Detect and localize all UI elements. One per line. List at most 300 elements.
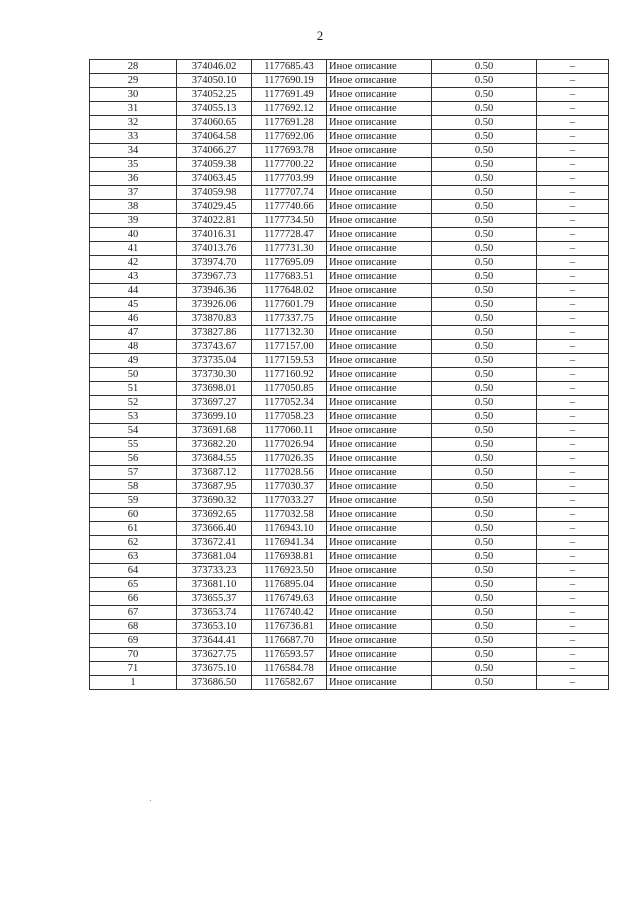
extra-cell: – xyxy=(537,424,609,438)
table-row xyxy=(90,186,609,200)
table-row xyxy=(90,312,609,326)
table-row xyxy=(90,88,609,102)
description-cell: Иное описание xyxy=(327,312,432,326)
extra-cell: – xyxy=(537,270,609,284)
x-coordinate-cell: 374055.13 xyxy=(177,102,252,116)
description-cell: Иное описание xyxy=(327,452,432,466)
table-row xyxy=(90,634,609,648)
y-coordinate-cell: 1177028.56 xyxy=(252,466,327,480)
x-coordinate-cell: 373666.40 xyxy=(177,522,252,536)
extra-cell: – xyxy=(537,452,609,466)
accuracy-cell: 0.50 xyxy=(432,158,537,172)
accuracy-cell: 0.50 xyxy=(432,200,537,214)
extra-cell: – xyxy=(537,410,609,424)
table-row xyxy=(90,242,609,256)
table-row xyxy=(90,494,609,508)
table-row xyxy=(90,60,609,74)
x-coordinate-cell: 374013.76 xyxy=(177,242,252,256)
point-number-cell: 30 xyxy=(90,88,177,102)
table-row xyxy=(90,578,609,592)
point-number-cell: 33 xyxy=(90,130,177,144)
extra-cell: – xyxy=(537,662,609,676)
accuracy-cell: 0.50 xyxy=(432,634,537,648)
accuracy-cell: 0.50 xyxy=(432,116,537,130)
description-cell: Иное описание xyxy=(327,494,432,508)
x-coordinate-cell: 374022.81 xyxy=(177,214,252,228)
x-coordinate-cell: 373653.74 xyxy=(177,606,252,620)
extra-cell: – xyxy=(537,312,609,326)
x-coordinate-cell: 374052.25 xyxy=(177,88,252,102)
accuracy-cell: 0.50 xyxy=(432,172,537,186)
y-coordinate-cell: 1177693.78 xyxy=(252,144,327,158)
point-number-cell: 28 xyxy=(90,60,177,74)
point-number-cell: 34 xyxy=(90,144,177,158)
accuracy-cell: 0.50 xyxy=(432,186,537,200)
x-coordinate-cell: 374066.27 xyxy=(177,144,252,158)
extra-cell: – xyxy=(537,382,609,396)
x-coordinate-cell: 373733.23 xyxy=(177,564,252,578)
x-coordinate-cell: 373684.55 xyxy=(177,452,252,466)
description-cell: Иное описание xyxy=(327,340,432,354)
point-number-cell: 29 xyxy=(90,74,177,88)
table-row xyxy=(90,438,609,452)
table-row xyxy=(90,256,609,270)
x-coordinate-cell: 374064.58 xyxy=(177,130,252,144)
x-coordinate-cell: 374029.45 xyxy=(177,200,252,214)
y-coordinate-cell: 1177691.49 xyxy=(252,88,327,102)
extra-cell: – xyxy=(537,396,609,410)
point-number-cell: 68 xyxy=(90,620,177,634)
point-number-cell: 38 xyxy=(90,200,177,214)
point-number-cell: 41 xyxy=(90,242,177,256)
extra-cell: – xyxy=(537,228,609,242)
point-number-cell: 56 xyxy=(90,452,177,466)
accuracy-cell: 0.50 xyxy=(432,438,537,452)
accuracy-cell: 0.50 xyxy=(432,256,537,270)
y-coordinate-cell: 1177728.47 xyxy=(252,228,327,242)
accuracy-cell: 0.50 xyxy=(432,564,537,578)
table-row xyxy=(90,284,609,298)
description-cell: Иное описание xyxy=(327,214,432,228)
point-number-cell: 52 xyxy=(90,396,177,410)
extra-cell: – xyxy=(537,480,609,494)
table-row xyxy=(90,270,609,284)
point-number-cell: 57 xyxy=(90,466,177,480)
table-row xyxy=(90,102,609,116)
accuracy-cell: 0.50 xyxy=(432,298,537,312)
extra-cell: – xyxy=(537,466,609,480)
y-coordinate-cell: 1177707.74 xyxy=(252,186,327,200)
accuracy-cell: 0.50 xyxy=(432,480,537,494)
table-row xyxy=(90,172,609,186)
y-coordinate-cell: 1177731.30 xyxy=(252,242,327,256)
table-row xyxy=(90,620,609,634)
extra-cell: – xyxy=(537,606,609,620)
accuracy-cell: 0.50 xyxy=(432,284,537,298)
accuracy-cell: 0.50 xyxy=(432,578,537,592)
table-row xyxy=(90,368,609,382)
description-cell: Иное описание xyxy=(327,368,432,382)
description-cell: Иное описание xyxy=(327,284,432,298)
y-coordinate-cell: 1177132.30 xyxy=(252,326,327,340)
table-row xyxy=(90,340,609,354)
x-coordinate-cell: 373686.50 xyxy=(177,676,252,690)
y-coordinate-cell: 1176687.70 xyxy=(252,634,327,648)
x-coordinate-cell: 373644.41 xyxy=(177,634,252,648)
point-number-cell: 47 xyxy=(90,326,177,340)
accuracy-cell: 0.50 xyxy=(432,676,537,690)
x-coordinate-cell: 373827.86 xyxy=(177,326,252,340)
y-coordinate-cell: 1177157.00 xyxy=(252,340,327,354)
x-coordinate-cell: 373926.06 xyxy=(177,298,252,312)
scan-speck xyxy=(150,800,151,801)
table-row xyxy=(90,676,609,690)
x-coordinate-cell: 374050.10 xyxy=(177,74,252,88)
accuracy-cell: 0.50 xyxy=(432,242,537,256)
table-row xyxy=(90,298,609,312)
description-cell: Иное описание xyxy=(327,102,432,116)
extra-cell: – xyxy=(537,634,609,648)
accuracy-cell: 0.50 xyxy=(432,340,537,354)
point-number-cell: 39 xyxy=(90,214,177,228)
description-cell: Иное описание xyxy=(327,676,432,690)
y-coordinate-cell: 1177695.09 xyxy=(252,256,327,270)
point-number-cell: 49 xyxy=(90,354,177,368)
description-cell: Иное описание xyxy=(327,592,432,606)
table-row xyxy=(90,410,609,424)
point-number-cell: 42 xyxy=(90,256,177,270)
table-row xyxy=(90,606,609,620)
point-number-cell: 53 xyxy=(90,410,177,424)
table-row xyxy=(90,592,609,606)
accuracy-cell: 0.50 xyxy=(432,662,537,676)
description-cell: Иное описание xyxy=(327,326,432,340)
x-coordinate-cell: 373653.10 xyxy=(177,620,252,634)
table-row xyxy=(90,662,609,676)
extra-cell: – xyxy=(537,200,609,214)
accuracy-cell: 0.50 xyxy=(432,466,537,480)
description-cell: Иное описание xyxy=(327,438,432,452)
y-coordinate-cell: 1177160.92 xyxy=(252,368,327,382)
x-coordinate-cell: 374059.98 xyxy=(177,186,252,200)
point-number-cell: 70 xyxy=(90,648,177,662)
description-cell: Иное описание xyxy=(327,522,432,536)
description-cell: Иное описание xyxy=(327,116,432,130)
point-number-cell: 54 xyxy=(90,424,177,438)
description-cell: Иное описание xyxy=(327,88,432,102)
description-cell: Иное описание xyxy=(327,74,432,88)
point-number-cell: 62 xyxy=(90,536,177,550)
extra-cell: – xyxy=(537,494,609,508)
y-coordinate-cell: 1177648.02 xyxy=(252,284,327,298)
y-coordinate-cell: 1177700.22 xyxy=(252,158,327,172)
description-cell: Иное описание xyxy=(327,564,432,578)
description-cell: Иное описание xyxy=(327,410,432,424)
extra-cell: – xyxy=(537,592,609,606)
y-coordinate-cell: 1176943.10 xyxy=(252,522,327,536)
accuracy-cell: 0.50 xyxy=(432,88,537,102)
point-number-cell: 69 xyxy=(90,634,177,648)
accuracy-cell: 0.50 xyxy=(432,550,537,564)
point-number-cell: 35 xyxy=(90,158,177,172)
x-coordinate-cell: 374060.65 xyxy=(177,116,252,130)
table-row xyxy=(90,116,609,130)
description-cell: Иное описание xyxy=(327,158,432,172)
description-cell: Иное описание xyxy=(327,536,432,550)
table-row xyxy=(90,382,609,396)
table-row xyxy=(90,326,609,340)
extra-cell: – xyxy=(537,326,609,340)
table-row xyxy=(90,424,609,438)
x-coordinate-cell: 373682.20 xyxy=(177,438,252,452)
description-cell: Иное описание xyxy=(327,466,432,480)
extra-cell: – xyxy=(537,340,609,354)
table-row xyxy=(90,74,609,88)
y-coordinate-cell: 1176895.04 xyxy=(252,578,327,592)
table-row xyxy=(90,158,609,172)
y-coordinate-cell: 1177691.28 xyxy=(252,116,327,130)
point-number-cell: 61 xyxy=(90,522,177,536)
x-coordinate-cell: 373655.37 xyxy=(177,592,252,606)
extra-cell: – xyxy=(537,676,609,690)
coordinates-table xyxy=(89,59,609,690)
extra-cell: – xyxy=(537,60,609,74)
table-row xyxy=(90,648,609,662)
extra-cell: – xyxy=(537,368,609,382)
x-coordinate-cell: 373946.36 xyxy=(177,284,252,298)
x-coordinate-cell: 373691.68 xyxy=(177,424,252,438)
y-coordinate-cell: 1177033.27 xyxy=(252,494,327,508)
accuracy-cell: 0.50 xyxy=(432,60,537,74)
table-row xyxy=(90,480,609,494)
description-cell: Иное описание xyxy=(327,256,432,270)
y-coordinate-cell: 1177060.11 xyxy=(252,424,327,438)
y-coordinate-cell: 1177740.66 xyxy=(252,200,327,214)
description-cell: Иное описание xyxy=(327,424,432,438)
description-cell: Иное описание xyxy=(327,172,432,186)
point-number-cell: 44 xyxy=(90,284,177,298)
point-number-cell: 63 xyxy=(90,550,177,564)
table-row xyxy=(90,452,609,466)
extra-cell: – xyxy=(537,88,609,102)
x-coordinate-cell: 373692.65 xyxy=(177,508,252,522)
accuracy-cell: 0.50 xyxy=(432,354,537,368)
accuracy-cell: 0.50 xyxy=(432,410,537,424)
extra-cell: – xyxy=(537,158,609,172)
description-cell: Иное описание xyxy=(327,242,432,256)
point-number-cell: 45 xyxy=(90,298,177,312)
table-row xyxy=(90,564,609,578)
accuracy-cell: 0.50 xyxy=(432,424,537,438)
description-cell: Иное описание xyxy=(327,186,432,200)
description-cell: Иное описание xyxy=(327,634,432,648)
extra-cell: – xyxy=(537,578,609,592)
point-number-cell: 65 xyxy=(90,578,177,592)
table-row xyxy=(90,522,609,536)
y-coordinate-cell: 1177032.58 xyxy=(252,508,327,522)
y-coordinate-cell: 1176923.50 xyxy=(252,564,327,578)
point-number-cell: 48 xyxy=(90,340,177,354)
extra-cell: – xyxy=(537,620,609,634)
table-row xyxy=(90,466,609,480)
extra-cell: – xyxy=(537,550,609,564)
x-coordinate-cell: 373627.75 xyxy=(177,648,252,662)
extra-cell: – xyxy=(537,116,609,130)
coordinates-table-body xyxy=(90,60,609,690)
y-coordinate-cell: 1176736.81 xyxy=(252,620,327,634)
accuracy-cell: 0.50 xyxy=(432,452,537,466)
x-coordinate-cell: 374016.31 xyxy=(177,228,252,242)
point-number-cell: 67 xyxy=(90,606,177,620)
accuracy-cell: 0.50 xyxy=(432,368,537,382)
y-coordinate-cell: 1177690.19 xyxy=(252,74,327,88)
extra-cell: – xyxy=(537,256,609,270)
y-coordinate-cell: 1177030.37 xyxy=(252,480,327,494)
y-coordinate-cell: 1177337.75 xyxy=(252,312,327,326)
description-cell: Иное описание xyxy=(327,620,432,634)
x-coordinate-cell: 373687.95 xyxy=(177,480,252,494)
point-number-cell: 64 xyxy=(90,564,177,578)
table-row xyxy=(90,508,609,522)
description-cell: Иное описание xyxy=(327,550,432,564)
extra-cell: – xyxy=(537,522,609,536)
extra-cell: – xyxy=(537,74,609,88)
accuracy-cell: 0.50 xyxy=(432,102,537,116)
description-cell: Иное описание xyxy=(327,662,432,676)
accuracy-cell: 0.50 xyxy=(432,228,537,242)
x-coordinate-cell: 373743.67 xyxy=(177,340,252,354)
extra-cell: – xyxy=(537,508,609,522)
table-row xyxy=(90,200,609,214)
point-number-cell: 43 xyxy=(90,270,177,284)
extra-cell: – xyxy=(537,298,609,312)
x-coordinate-cell: 373681.10 xyxy=(177,578,252,592)
x-coordinate-cell: 373730.30 xyxy=(177,368,252,382)
point-number-cell: 40 xyxy=(90,228,177,242)
point-number-cell: 60 xyxy=(90,508,177,522)
point-number-cell: 51 xyxy=(90,382,177,396)
accuracy-cell: 0.50 xyxy=(432,326,537,340)
y-coordinate-cell: 1177692.12 xyxy=(252,102,327,116)
x-coordinate-cell: 374063.45 xyxy=(177,172,252,186)
y-coordinate-cell: 1176593.57 xyxy=(252,648,327,662)
table-row xyxy=(90,354,609,368)
extra-cell: – xyxy=(537,172,609,186)
table-row xyxy=(90,550,609,564)
point-number-cell: 1 xyxy=(90,676,177,690)
x-coordinate-cell: 373735.04 xyxy=(177,354,252,368)
accuracy-cell: 0.50 xyxy=(432,130,537,144)
point-number-cell: 58 xyxy=(90,480,177,494)
x-coordinate-cell: 373699.10 xyxy=(177,410,252,424)
x-coordinate-cell: 373967.73 xyxy=(177,270,252,284)
description-cell: Иное описание xyxy=(327,298,432,312)
accuracy-cell: 0.50 xyxy=(432,270,537,284)
x-coordinate-cell: 373672.41 xyxy=(177,536,252,550)
point-number-cell: 32 xyxy=(90,116,177,130)
y-coordinate-cell: 1177601.79 xyxy=(252,298,327,312)
x-coordinate-cell: 373675.10 xyxy=(177,662,252,676)
y-coordinate-cell: 1177159.53 xyxy=(252,354,327,368)
x-coordinate-cell: 373974.70 xyxy=(177,256,252,270)
y-coordinate-cell: 1177050.85 xyxy=(252,382,327,396)
y-coordinate-cell: 1176749.63 xyxy=(252,592,327,606)
y-coordinate-cell: 1176941.34 xyxy=(252,536,327,550)
accuracy-cell: 0.50 xyxy=(432,522,537,536)
point-number-cell: 66 xyxy=(90,592,177,606)
extra-cell: – xyxy=(537,186,609,200)
accuracy-cell: 0.50 xyxy=(432,494,537,508)
accuracy-cell: 0.50 xyxy=(432,508,537,522)
accuracy-cell: 0.50 xyxy=(432,396,537,410)
accuracy-cell: 0.50 xyxy=(432,382,537,396)
point-number-cell: 50 xyxy=(90,368,177,382)
point-number-cell: 46 xyxy=(90,312,177,326)
extra-cell: – xyxy=(537,284,609,298)
y-coordinate-cell: 1177026.35 xyxy=(252,452,327,466)
y-coordinate-cell: 1176582.67 xyxy=(252,676,327,690)
description-cell: Иное описание xyxy=(327,270,432,284)
extra-cell: – xyxy=(537,214,609,228)
description-cell: Иное описание xyxy=(327,200,432,214)
table-row xyxy=(90,536,609,550)
extra-cell: – xyxy=(537,354,609,368)
y-coordinate-cell: 1177683.51 xyxy=(252,270,327,284)
point-number-cell: 36 xyxy=(90,172,177,186)
y-coordinate-cell: 1177703.99 xyxy=(252,172,327,186)
accuracy-cell: 0.50 xyxy=(432,620,537,634)
accuracy-cell: 0.50 xyxy=(432,536,537,550)
extra-cell: – xyxy=(537,130,609,144)
y-coordinate-cell: 1176740.42 xyxy=(252,606,327,620)
extra-cell: – xyxy=(537,536,609,550)
extra-cell: – xyxy=(537,648,609,662)
y-coordinate-cell: 1177052.34 xyxy=(252,396,327,410)
y-coordinate-cell: 1177685.43 xyxy=(252,60,327,74)
accuracy-cell: 0.50 xyxy=(432,74,537,88)
x-coordinate-cell: 374059.38 xyxy=(177,158,252,172)
accuracy-cell: 0.50 xyxy=(432,214,537,228)
page-number: 2 xyxy=(316,28,324,43)
extra-cell: – xyxy=(537,564,609,578)
point-number-cell: 31 xyxy=(90,102,177,116)
x-coordinate-cell: 373687.12 xyxy=(177,466,252,480)
table-row xyxy=(90,214,609,228)
x-coordinate-cell: 373697.27 xyxy=(177,396,252,410)
extra-cell: – xyxy=(537,102,609,116)
description-cell: Иное описание xyxy=(327,382,432,396)
x-coordinate-cell: 373690.32 xyxy=(177,494,252,508)
x-coordinate-cell: 374046.02 xyxy=(177,60,252,74)
description-cell: Иное описание xyxy=(327,354,432,368)
description-cell: Иное описание xyxy=(327,60,432,74)
description-cell: Иное описание xyxy=(327,228,432,242)
table-row xyxy=(90,130,609,144)
description-cell: Иное описание xyxy=(327,648,432,662)
x-coordinate-cell: 373698.01 xyxy=(177,382,252,396)
point-number-cell: 71 xyxy=(90,662,177,676)
description-cell: Иное описание xyxy=(327,130,432,144)
description-cell: Иное описание xyxy=(327,606,432,620)
y-coordinate-cell: 1177692.06 xyxy=(252,130,327,144)
table-row xyxy=(90,228,609,242)
accuracy-cell: 0.50 xyxy=(432,144,537,158)
y-coordinate-cell: 1176938.81 xyxy=(252,550,327,564)
point-number-cell: 55 xyxy=(90,438,177,452)
accuracy-cell: 0.50 xyxy=(432,648,537,662)
y-coordinate-cell: 1177058.23 xyxy=(252,410,327,424)
accuracy-cell: 0.50 xyxy=(432,592,537,606)
